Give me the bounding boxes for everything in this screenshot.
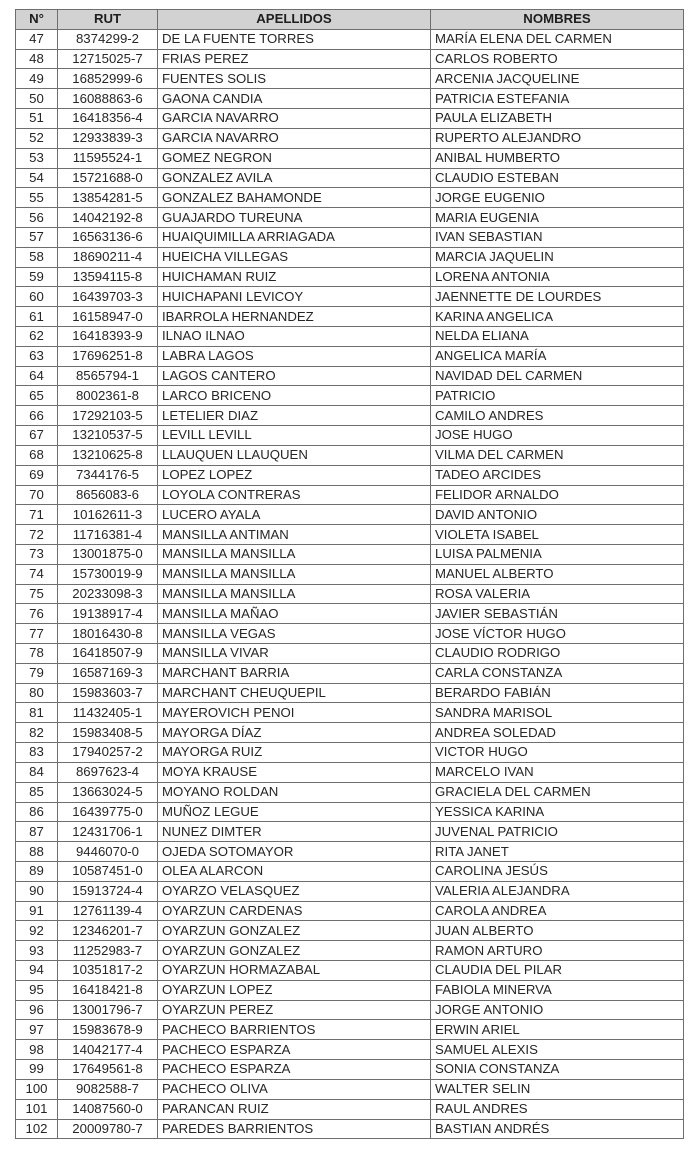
cell-rut: 12761139-4 <box>58 901 158 921</box>
cell-rut: 16587169-3 <box>58 663 158 683</box>
cell-apellidos: OJEDA SOTOMAYOR <box>158 842 431 862</box>
cell-apellidos: MANSILLA VEGAS <box>158 624 431 644</box>
table-row <box>16 247 684 267</box>
cell-nombres: GRACIELA DEL CARMEN <box>431 782 684 802</box>
cell-nombres: TADEO ARCIDES <box>431 465 684 485</box>
cell-rut: 12715025-7 <box>58 49 158 69</box>
cell-rut: 13210537-5 <box>58 426 158 446</box>
table-row <box>16 723 684 743</box>
table-row <box>16 227 684 247</box>
cell-nombres: MARIA EUGENIA <box>431 208 684 228</box>
cell-num: 78 <box>16 644 58 664</box>
cell-apellidos: LUCERO AYALA <box>158 505 431 525</box>
cell-apellidos: HUICHAPANI LEVICOY <box>158 287 431 307</box>
cell-apellidos: MANSILLA ANTIMAN <box>158 525 431 545</box>
table-row <box>16 69 684 89</box>
table-row <box>16 346 684 366</box>
cell-apellidos: MUÑOZ LEGUE <box>158 802 431 822</box>
table-row <box>16 525 684 545</box>
cell-num: 97 <box>16 1020 58 1040</box>
cell-nombres: CAROLA ANDREA <box>431 901 684 921</box>
cell-num: 64 <box>16 366 58 386</box>
table-row <box>16 128 684 148</box>
table-row <box>16 762 684 782</box>
table-row <box>16 89 684 109</box>
cell-nombres: MARCELO IVAN <box>431 762 684 782</box>
cell-apellidos: GOMEZ NEGRON <box>158 148 431 168</box>
table-row <box>16 544 684 564</box>
cell-num: 70 <box>16 485 58 505</box>
cell-apellidos: GARCIA NAVARRO <box>158 128 431 148</box>
table-row <box>16 426 684 446</box>
cell-num: 90 <box>16 881 58 901</box>
cell-num: 93 <box>16 941 58 961</box>
table-row <box>16 445 684 465</box>
table-row <box>16 624 684 644</box>
table-row <box>16 485 684 505</box>
cell-apellidos: LABRA LAGOS <box>158 346 431 366</box>
cell-rut: 16418421-8 <box>58 980 158 1000</box>
cell-num: 51 <box>16 109 58 129</box>
header-nombres: NOMBRES <box>431 10 684 30</box>
header-apellidos: APELLIDOS <box>158 10 431 30</box>
cell-num: 49 <box>16 69 58 89</box>
cell-num: 89 <box>16 861 58 881</box>
cell-num: 73 <box>16 544 58 564</box>
cell-apellidos: OYARZUN CARDENAS <box>158 901 431 921</box>
cell-apellidos: OYARZUN HORMAZABAL <box>158 961 431 981</box>
cell-num: 87 <box>16 822 58 842</box>
table-row <box>16 1099 684 1119</box>
cell-rut: 7344176-5 <box>58 465 158 485</box>
table-row <box>16 29 684 49</box>
cell-num: 54 <box>16 168 58 188</box>
cell-apellidos: OLEA ALARCON <box>158 861 431 881</box>
cell-rut: 20009780-7 <box>58 1119 158 1139</box>
cell-apellidos: ILNAO ILNAO <box>158 327 431 347</box>
cell-num: 60 <box>16 287 58 307</box>
cell-num: 86 <box>16 802 58 822</box>
cell-num: 57 <box>16 227 58 247</box>
cell-apellidos: DE LA FUENTE TORRES <box>158 29 431 49</box>
cell-rut: 16439775-0 <box>58 802 158 822</box>
cell-rut: 18690211-4 <box>58 247 158 267</box>
cell-rut: 14042192-8 <box>58 208 158 228</box>
cell-rut: 10162611-3 <box>58 505 158 525</box>
cell-nombres: BASTIAN ANDRÉS <box>431 1119 684 1139</box>
cell-num: 92 <box>16 921 58 941</box>
table-row <box>16 307 684 327</box>
cell-apellidos: MANSILLA VIVAR <box>158 644 431 664</box>
cell-apellidos: GONZALEZ BAHAMONDE <box>158 188 431 208</box>
cell-rut: 19138917-4 <box>58 604 158 624</box>
cell-rut: 12933839-3 <box>58 128 158 148</box>
cell-apellidos: LOPEZ LOPEZ <box>158 465 431 485</box>
cell-apellidos: FRIAS PEREZ <box>158 49 431 69</box>
table-row <box>16 564 684 584</box>
cell-num: 95 <box>16 980 58 1000</box>
cell-apellidos: GONZALEZ AVILA <box>158 168 431 188</box>
table-row <box>16 49 684 69</box>
cell-apellidos: GAONA CANDIA <box>158 89 431 109</box>
cell-rut: 17940257-2 <box>58 743 158 763</box>
cell-nombres: IVAN SEBASTIAN <box>431 227 684 247</box>
cell-rut: 11716381-4 <box>58 525 158 545</box>
cell-rut: 15983408-5 <box>58 723 158 743</box>
cell-num: 88 <box>16 842 58 862</box>
table-row <box>16 1040 684 1060</box>
cell-apellidos: OYARZUN GONZALEZ <box>158 921 431 941</box>
cell-apellidos: OYARZUN PEREZ <box>158 1000 431 1020</box>
table-row <box>16 386 684 406</box>
cell-num: 77 <box>16 624 58 644</box>
cell-num: 67 <box>16 426 58 446</box>
cell-rut: 12346201-7 <box>58 921 158 941</box>
cell-num: 48 <box>16 49 58 69</box>
cell-nombres: RAUL ANDRES <box>431 1099 684 1119</box>
table-row <box>16 604 684 624</box>
cell-nombres: CLAUDIO ESTEBAN <box>431 168 684 188</box>
table-row <box>16 1000 684 1020</box>
cell-nombres: PATRICIO <box>431 386 684 406</box>
cell-nombres: RUPERTO ALEJANDRO <box>431 128 684 148</box>
cell-apellidos: PACHECO ESPARZA <box>158 1060 431 1080</box>
cell-nombres: LUISA PALMENIA <box>431 544 684 564</box>
table-row <box>16 465 684 485</box>
cell-apellidos: OYARZO VELASQUEZ <box>158 881 431 901</box>
cell-num: 58 <box>16 247 58 267</box>
cell-nombres: ANIBAL HUMBERTO <box>431 148 684 168</box>
header-row <box>16 10 684 30</box>
cell-rut: 13854281-5 <box>58 188 158 208</box>
cell-num: 63 <box>16 346 58 366</box>
cell-rut: 12431706-1 <box>58 822 158 842</box>
cell-num: 98 <box>16 1040 58 1060</box>
cell-apellidos: MANSILLA MANSILLA <box>158 544 431 564</box>
cell-num: 102 <box>16 1119 58 1139</box>
cell-rut: 13001875-0 <box>58 544 158 564</box>
cell-num: 85 <box>16 782 58 802</box>
cell-rut: 8565794-1 <box>58 366 158 386</box>
cell-apellidos: MAYEROVICH PENOI <box>158 703 431 723</box>
cell-nombres: BERARDO FABIÁN <box>431 683 684 703</box>
table-row <box>16 644 684 664</box>
table-row <box>16 327 684 347</box>
cell-nombres: KARINA ANGELICA <box>431 307 684 327</box>
cell-rut: 16439703-3 <box>58 287 158 307</box>
cell-rut: 8374299-2 <box>58 29 158 49</box>
table-row <box>16 109 684 129</box>
cell-num: 59 <box>16 267 58 287</box>
table-row <box>16 168 684 188</box>
cell-apellidos: HUAIQUIMILLA ARRIAGADA <box>158 227 431 247</box>
cell-apellidos: LAGOS CANTERO <box>158 366 431 386</box>
cell-rut: 16418356-4 <box>58 109 158 129</box>
cell-nombres: JORGE EUGENIO <box>431 188 684 208</box>
cell-apellidos: MANSILLA MANSILLA <box>158 564 431 584</box>
table-row <box>16 822 684 842</box>
table-row <box>16 980 684 1000</box>
cell-nombres: CLAUDIA DEL PILAR <box>431 961 684 981</box>
cell-nombres: ANDREA SOLEDAD <box>431 723 684 743</box>
table-row <box>16 861 684 881</box>
cell-rut: 16563136-6 <box>58 227 158 247</box>
cell-nombres: VILMA DEL CARMEN <box>431 445 684 465</box>
cell-num: 65 <box>16 386 58 406</box>
cell-nombres: ERWIN ARIEL <box>431 1020 684 1040</box>
cell-apellidos: LARCO BRICENO <box>158 386 431 406</box>
table-row <box>16 881 684 901</box>
cell-nombres: SAMUEL ALEXIS <box>431 1040 684 1060</box>
table-row <box>16 505 684 525</box>
cell-nombres: WALTER SELIN <box>431 1079 684 1099</box>
cell-nombres: JOSE VÍCTOR HUGO <box>431 624 684 644</box>
cell-rut: 9446070-0 <box>58 842 158 862</box>
cell-num: 50 <box>16 89 58 109</box>
cell-rut: 17696251-8 <box>58 346 158 366</box>
cell-apellidos: IBARROLA HERNANDEZ <box>158 307 431 327</box>
cell-nombres: CLAUDIO RODRIGO <box>431 644 684 664</box>
cell-nombres: CARLOS ROBERTO <box>431 49 684 69</box>
cell-num: 66 <box>16 406 58 426</box>
cell-rut: 17292103-5 <box>58 406 158 426</box>
cell-nombres: NAVIDAD DEL CARMEN <box>431 366 684 386</box>
cell-nombres: CARLA CONSTANZA <box>431 663 684 683</box>
cell-rut: 13210625-8 <box>58 445 158 465</box>
cell-apellidos: OYARZUN LOPEZ <box>158 980 431 1000</box>
table-row <box>16 802 684 822</box>
table-row <box>16 1060 684 1080</box>
table-row <box>16 287 684 307</box>
cell-nombres: JOSE HUGO <box>431 426 684 446</box>
cell-num: 69 <box>16 465 58 485</box>
cell-nombres: CAMILO ANDRES <box>431 406 684 426</box>
table-header <box>16 10 684 30</box>
cell-num: 47 <box>16 29 58 49</box>
cell-apellidos: MARCHANT CHEUQUEPIL <box>158 683 431 703</box>
cell-rut: 16418507-9 <box>58 644 158 664</box>
cell-apellidos: PACHECO ESPARZA <box>158 1040 431 1060</box>
cell-nombres: VICTOR HUGO <box>431 743 684 763</box>
cell-num: 80 <box>16 683 58 703</box>
cell-num: 72 <box>16 525 58 545</box>
cell-num: 75 <box>16 584 58 604</box>
table-row <box>16 663 684 683</box>
cell-apellidos: HUEICHA VILLEGAS <box>158 247 431 267</box>
cell-rut: 18016430-8 <box>58 624 158 644</box>
table-body <box>16 29 684 1139</box>
cell-num: 52 <box>16 128 58 148</box>
cell-rut: 20233098-3 <box>58 584 158 604</box>
table-row <box>16 188 684 208</box>
cell-rut: 11432405-1 <box>58 703 158 723</box>
cell-nombres: JAENNETTE DE LOURDES <box>431 287 684 307</box>
cell-nombres: YESSICA KARINA <box>431 802 684 822</box>
cell-apellidos: LOYOLA CONTRERAS <box>158 485 431 505</box>
cell-num: 68 <box>16 445 58 465</box>
cell-rut: 13663024-5 <box>58 782 158 802</box>
cell-apellidos: MOYANO ROLDAN <box>158 782 431 802</box>
cell-nombres: NELDA ELIANA <box>431 327 684 347</box>
table-row <box>16 1020 684 1040</box>
cell-nombres: FABIOLA MINERVA <box>431 980 684 1000</box>
table-row <box>16 961 684 981</box>
cell-rut: 15983603-7 <box>58 683 158 703</box>
table-row <box>16 1079 684 1099</box>
cell-nombres: MARCIA JAQUELIN <box>431 247 684 267</box>
cell-apellidos: MAYORGA DÍAZ <box>158 723 431 743</box>
cell-rut: 11595524-1 <box>58 148 158 168</box>
cell-nombres: JORGE ANTONIO <box>431 1000 684 1020</box>
cell-apellidos: MAYORGA RUIZ <box>158 743 431 763</box>
cell-num: 83 <box>16 743 58 763</box>
cell-num: 81 <box>16 703 58 723</box>
cell-nombres: ROSA VALERIA <box>431 584 684 604</box>
cell-num: 62 <box>16 327 58 347</box>
cell-nombres: DAVID ANTONIO <box>431 505 684 525</box>
cell-apellidos: MARCHANT BARRIA <box>158 663 431 683</box>
cell-apellidos: PAREDES BARRIENTOS <box>158 1119 431 1139</box>
cell-apellidos: FUENTES SOLIS <box>158 69 431 89</box>
table-row <box>16 1119 684 1139</box>
cell-rut: 15983678-9 <box>58 1020 158 1040</box>
cell-apellidos: LEVILL LEVILL <box>158 426 431 446</box>
cell-nombres: ANGELICA MARÍA <box>431 346 684 366</box>
cell-nombres: PATRICIA ESTEFANIA <box>431 89 684 109</box>
table-row <box>16 921 684 941</box>
table-row <box>16 842 684 862</box>
table-row <box>16 782 684 802</box>
cell-rut: 16852999-6 <box>58 69 158 89</box>
cell-apellidos: PACHECO BARRIENTOS <box>158 1020 431 1040</box>
table-row <box>16 366 684 386</box>
cell-apellidos: MOYA KRAUSE <box>158 762 431 782</box>
table-row <box>16 941 684 961</box>
cell-rut: 15721688-0 <box>58 168 158 188</box>
cell-num: 84 <box>16 762 58 782</box>
cell-apellidos: GARCIA NAVARRO <box>158 109 431 129</box>
table-row <box>16 901 684 921</box>
cell-rut: 13594115-8 <box>58 267 158 287</box>
cell-rut: 14042177-4 <box>58 1040 158 1060</box>
cell-rut: 9082588-7 <box>58 1079 158 1099</box>
cell-num: 91 <box>16 901 58 921</box>
cell-num: 76 <box>16 604 58 624</box>
cell-rut: 16088863-6 <box>58 89 158 109</box>
cell-nombres: RAMON ARTURO <box>431 941 684 961</box>
roster-table <box>15 9 684 1139</box>
table-row <box>16 267 684 287</box>
cell-rut: 13001796-7 <box>58 1000 158 1020</box>
cell-num: 100 <box>16 1079 58 1099</box>
cell-rut: 15913724-4 <box>58 881 158 901</box>
cell-num: 56 <box>16 208 58 228</box>
cell-nombres: VIOLETA ISABEL <box>431 525 684 545</box>
table-row <box>16 406 684 426</box>
cell-apellidos: LLAUQUEN LLAUQUEN <box>158 445 431 465</box>
table-row <box>16 703 684 723</box>
cell-num: 55 <box>16 188 58 208</box>
cell-num: 53 <box>16 148 58 168</box>
header-rut: RUT <box>58 10 158 30</box>
cell-nombres: SANDRA MARISOL <box>431 703 684 723</box>
cell-nombres: VALERIA ALEJANDRA <box>431 881 684 901</box>
cell-apellidos: LETELIER DIAZ <box>158 406 431 426</box>
table-row <box>16 208 684 228</box>
cell-num: 74 <box>16 564 58 584</box>
table-row <box>16 584 684 604</box>
cell-num: 94 <box>16 961 58 981</box>
cell-num: 82 <box>16 723 58 743</box>
cell-nombres: JUVENAL PATRICIO <box>431 822 684 842</box>
header-num: N° <box>16 10 58 30</box>
cell-nombres: MARÍA ELENA DEL CARMEN <box>431 29 684 49</box>
cell-apellidos: PACHECO OLIVA <box>158 1079 431 1099</box>
cell-apellidos: OYARZUN GONZALEZ <box>158 941 431 961</box>
cell-num: 101 <box>16 1099 58 1119</box>
table-row <box>16 148 684 168</box>
cell-num: 71 <box>16 505 58 525</box>
cell-nombres: FELIDOR ARNALDO <box>431 485 684 505</box>
cell-apellidos: GUAJARDO TUREUNA <box>158 208 431 228</box>
cell-rut: 16418393-9 <box>58 327 158 347</box>
cell-apellidos: MANSILLA MAÑAO <box>158 604 431 624</box>
cell-rut: 8656083-6 <box>58 485 158 505</box>
cell-rut: 10587451-0 <box>58 861 158 881</box>
cell-nombres: ARCENIA JACQUELINE <box>431 69 684 89</box>
cell-rut: 15730019-9 <box>58 564 158 584</box>
cell-nombres: SONIA CONSTANZA <box>431 1060 684 1080</box>
cell-nombres: CAROLINA JESÚS <box>431 861 684 881</box>
cell-nombres: JAVIER SEBASTIÁN <box>431 604 684 624</box>
cell-num: 99 <box>16 1060 58 1080</box>
cell-apellidos: HUICHAMAN RUIZ <box>158 267 431 287</box>
cell-rut: 14087560-0 <box>58 1099 158 1119</box>
cell-nombres: LORENA ANTONIA <box>431 267 684 287</box>
cell-rut: 11252983-7 <box>58 941 158 961</box>
cell-num: 96 <box>16 1000 58 1020</box>
cell-apellidos: PARANCAN RUIZ <box>158 1099 431 1119</box>
cell-nombres: JUAN ALBERTO <box>431 921 684 941</box>
cell-rut: 17649561-8 <box>58 1060 158 1080</box>
cell-nombres: PAULA ELIZABETH <box>431 109 684 129</box>
cell-rut: 10351817-2 <box>58 961 158 981</box>
cell-apellidos: NUNEZ DIMTER <box>158 822 431 842</box>
cell-nombres: RITA JANET <box>431 842 684 862</box>
cell-num: 61 <box>16 307 58 327</box>
table-row <box>16 743 684 763</box>
cell-rut: 16158947-0 <box>58 307 158 327</box>
cell-nombres: MANUEL ALBERTO <box>431 564 684 584</box>
cell-apellidos: MANSILLA MANSILLA <box>158 584 431 604</box>
cell-rut: 8697623-4 <box>58 762 158 782</box>
cell-rut: 8002361-8 <box>58 386 158 406</box>
cell-num: 79 <box>16 663 58 683</box>
table-row <box>16 683 684 703</box>
